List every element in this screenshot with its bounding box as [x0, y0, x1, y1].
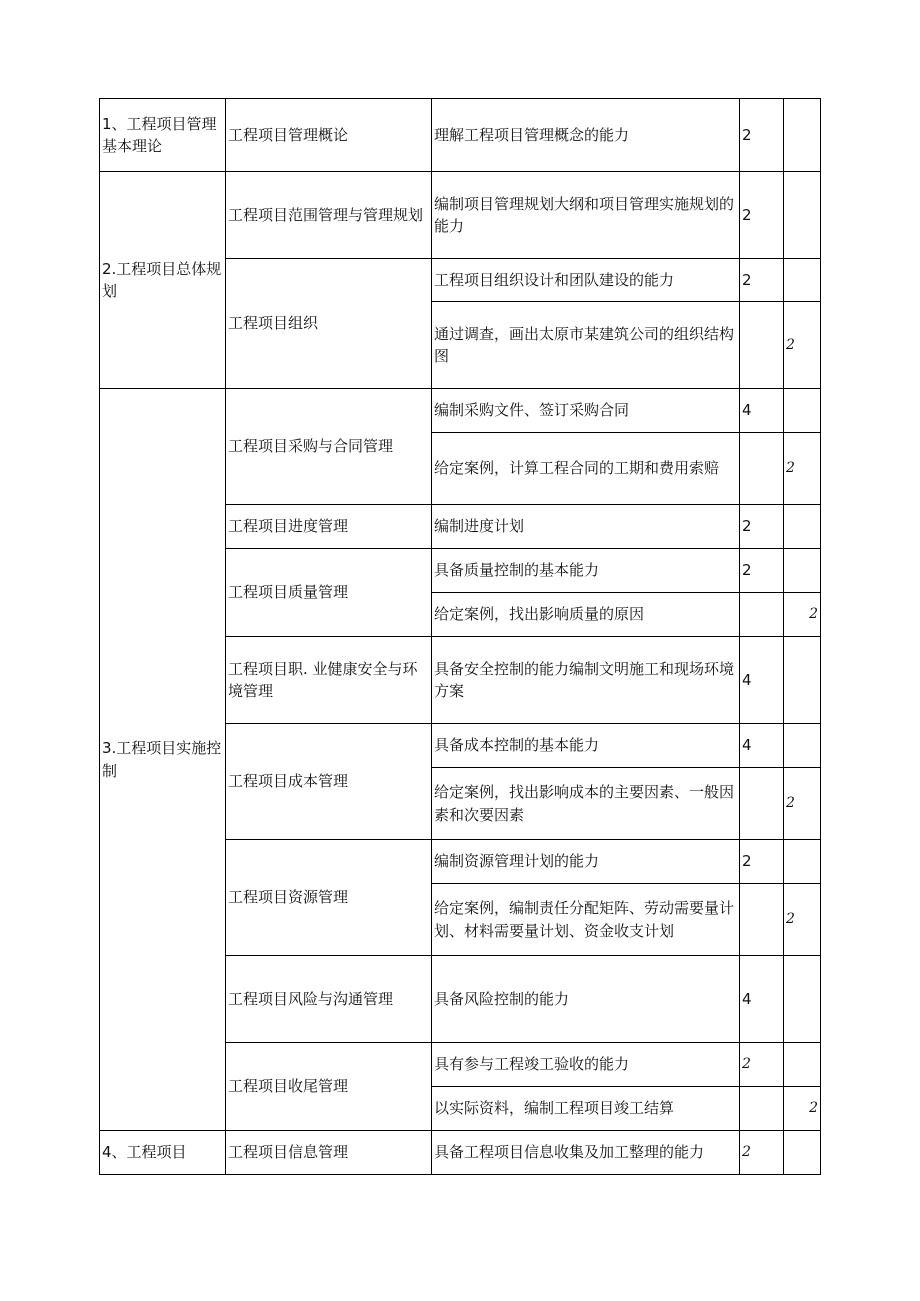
ability-cell: 给定案例，找出影响成本的主要因素、一般因素和次要因素 — [432, 768, 740, 840]
ability-cell: 编制项目管理规划大纲和项目管理实施规划的能力 — [432, 172, 740, 259]
hours-a-cell: 2 — [740, 840, 784, 884]
ability-cell: 编制资源管理计划的能力 — [432, 840, 740, 884]
hours-a-cell — [740, 768, 784, 840]
ability-cell: 编制进度计划 — [432, 505, 740, 549]
ability-cell: 给定案例，找出影响质量的原因 — [432, 593, 740, 637]
module-cell: 2.工程项目总体规划 — [100, 172, 226, 389]
hours-b-cell: 2 — [784, 884, 821, 956]
hours-a-cell: 2 — [740, 1043, 784, 1087]
module-cell: 4、工程项目 — [100, 1131, 226, 1175]
table-row — [100, 99, 821, 172]
topic-cell: 工程项目风险与沟通管理 — [226, 956, 432, 1043]
ability-cell: 具备风险控制的能力 — [432, 956, 740, 1043]
hours-b-cell — [784, 1131, 821, 1175]
ability-cell: 具备质量控制的基本能力 — [432, 549, 740, 593]
topic-cell: 工程项目进度管理 — [226, 505, 432, 549]
hours-b-cell — [784, 956, 821, 1043]
module-cell: 1、工程项目管理基本理论 — [100, 99, 226, 172]
ability-cell: 通过调查，画出太原市某建筑公司的组织结构图 — [432, 302, 740, 389]
ability-cell: 给定案例，编制责任分配矩阵、劳动需要量计划、材料需要量计划、资金收支计划 — [432, 884, 740, 956]
hours-b-cell — [784, 99, 821, 172]
hours-a-cell: 2 — [740, 505, 784, 549]
hours-b-cell — [784, 505, 821, 549]
topic-cell: 工程项目范围管理与管理规划 — [226, 172, 432, 259]
hours-b-cell — [784, 259, 821, 302]
ability-cell: 以实际资料，编制工程项目竣工结算 — [432, 1087, 740, 1131]
ability-cell: 具有参与工程竣工验收的能力 — [432, 1043, 740, 1087]
topic-cell: 工程项目信息管理 — [226, 1131, 432, 1175]
hours-b-cell — [784, 549, 821, 593]
topic-cell: 工程项目组织 — [226, 259, 432, 389]
topic-cell: 工程项目成本管理 — [226, 724, 432, 840]
hours-b-cell — [784, 1043, 821, 1087]
hours-a-cell: 4 — [740, 637, 784, 724]
topic-cell: 工程项目资源管理 — [226, 840, 432, 956]
hours-b-cell — [784, 172, 821, 259]
hours-a-cell: 4 — [740, 724, 784, 768]
hours-a-cell — [740, 433, 784, 505]
hours-a-cell: 2 — [740, 1131, 784, 1175]
hours-b-cell: 2 — [784, 768, 821, 840]
hours-a-cell — [740, 884, 784, 956]
hours-b-cell — [784, 637, 821, 724]
ability-cell: 具备工程项目信息收集及加工整理的能力 — [432, 1131, 740, 1175]
hours-b-cell: 2 — [784, 593, 821, 637]
hours-a-cell: 2 — [740, 549, 784, 593]
hours-b-cell — [784, 389, 821, 433]
ability-cell: 具备成本控制的基本能力 — [432, 724, 740, 768]
ability-cell: 具备安全控制的能力编制文明施工和现场环境方案 — [432, 637, 740, 724]
hours-b-cell — [784, 840, 821, 884]
hours-a-cell: 2 — [740, 172, 784, 259]
hours-a-cell — [740, 1087, 784, 1131]
ability-cell: 给定案例，计算工程合同的工期和费用索赔 — [432, 433, 740, 505]
ability-cell: 编制采购文件、签订采购合同 — [432, 389, 740, 433]
topic-cell: 工程项目职. 业健康安全与环境管理 — [226, 637, 432, 724]
topic-cell: 工程项目管理概论 — [226, 99, 432, 172]
curriculum-table — [99, 98, 821, 1175]
hours-b-cell: 2 — [784, 1087, 821, 1131]
hours-a-cell: 4 — [740, 389, 784, 433]
table-row — [100, 389, 821, 433]
topic-cell: 工程项目采购与合同管理 — [226, 389, 432, 505]
hours-a-cell — [740, 302, 784, 389]
hours-a-cell: 2 — [740, 259, 784, 302]
hours-b-cell — [784, 724, 821, 768]
table-row — [100, 172, 821, 259]
topic-cell: 工程项目质量管理 — [226, 549, 432, 637]
hours-b-cell: 2 — [784, 433, 821, 505]
ability-cell: 工程项目组织设计和团队建设的能力 — [432, 259, 740, 302]
hours-a-cell — [740, 593, 784, 637]
hours-a-cell: 4 — [740, 956, 784, 1043]
ability-cell: 理解工程项目管理概念的能力 — [432, 99, 740, 172]
module-cell: 3.工程项目实施控制 — [100, 389, 226, 1131]
table-row — [100, 1131, 821, 1175]
topic-cell: 工程项目收尾管理 — [226, 1043, 432, 1131]
hours-a-cell: 2 — [740, 99, 784, 172]
hours-b-cell: 2 — [784, 302, 821, 389]
